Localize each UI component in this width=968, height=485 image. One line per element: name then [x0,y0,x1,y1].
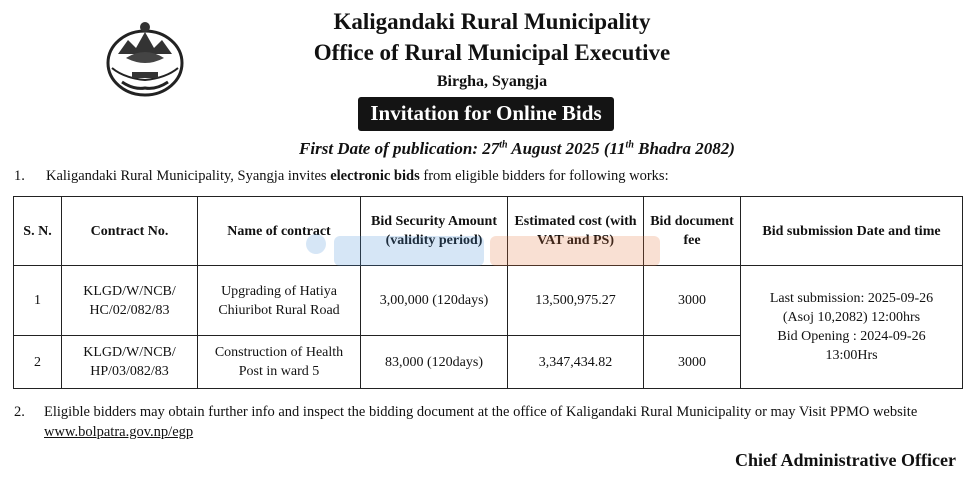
bids-table [13,196,963,389]
header-sn: S. N. [14,197,62,266]
cell-security: 83,000 (120days) [361,336,508,389]
cell-name: Construction of Health Post in ward 5 [198,336,361,389]
opening-line: Bid Opening : 2024-09-26 [777,329,926,344]
submission-line: (Asoj 10,2082) 12:00hrs [782,310,921,325]
cell-contract-no: KLGD/W/NCB/ HC/02/082/83 [62,266,198,336]
cell-sn: 1 [14,266,62,336]
signatory: Chief Administrative Officer [735,450,956,470]
header-security: Bid Security Amount (validity period) [361,197,508,266]
table-header-row [14,197,963,266]
header-name: Name of contract [198,197,361,266]
header-submission: Bid submission Date and time [741,197,963,266]
address: Birgha, Syangja [436,73,548,90]
paragraph-number: 2. [14,404,25,420]
cell-contract-no: KLGD/W/NCB/ HP/03/082/83 [62,336,198,389]
opening-line: 13:00Hrs [825,348,878,363]
invitation-banner: Invitation for Online Bids [358,97,613,131]
header-contract-no: Contract No. [62,197,198,266]
cell-fee: 3000 [644,336,741,389]
ppmo-website-link[interactable]: www.bolpatra.gov.np/egp [44,424,194,440]
paragraph-number: 1. [14,168,25,184]
office-title: Office of Rural Municipal Executive [313,40,671,65]
cell-name: Upgrading of Hatiya Chiuribot Rural Road [198,266,361,336]
cell-estimate: 13,500,975.27 [508,266,644,336]
municipality-title: Kaligandaki Rural Municipality [333,9,651,34]
cell-security: 3,00,000 (120days) [361,266,508,336]
publication-date: First Date of publication: 27th August 2025 (11th Bhadra 2082) [299,139,735,158]
cell-estimate: 3,347,434.82 [508,336,644,389]
cell-submission [741,266,963,389]
cell-fee: 3000 [644,266,741,336]
cell-sn: 2 [14,336,62,389]
header-fee: Bid document fee [644,197,741,266]
paragraph-2: 2. Eligible bidders may obtain further info and inspect the bidding document at the office of Kaligandaki Rural Municipality or may Visit PPMO website www.bolpatra.gov.np/egp [14,404,918,440]
table-row [14,266,963,336]
header-estimate: Estimated cost (with VAT and PS) [508,197,644,266]
submission-line: Last submission: 2025-09-26 [769,291,934,306]
